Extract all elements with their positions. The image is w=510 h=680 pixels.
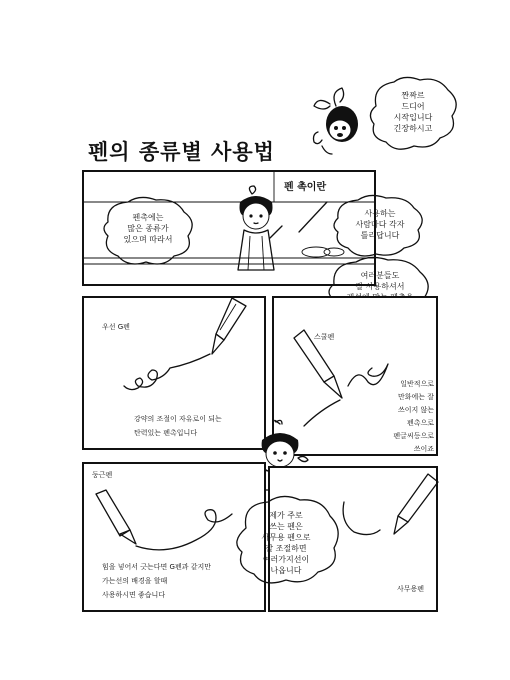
intro-line: 시작입니다: [393, 113, 433, 122]
left-bubble-line: 많은 종류가: [127, 224, 169, 233]
g-pen-caption: [134, 412, 222, 440]
teacher-character-illustration: [226, 186, 286, 286]
intro-line: 드디어: [401, 102, 425, 111]
school-pen-caption-line: 일반적으로: [400, 380, 434, 388]
office-pen-bubble-line: 사무용 펜으로: [261, 533, 311, 542]
office-pen-bubble-text: [246, 510, 326, 576]
office-pen-bubble-line: 제가 주로: [269, 511, 303, 520]
intro-line: 짠짜르: [401, 91, 425, 100]
school-pen-caption-line: 쓰이지 않는: [397, 406, 434, 414]
intro-bubble-text: [378, 90, 448, 134]
g-pen-caption-line: 탄력있는 펜촉입니다: [134, 429, 198, 437]
office-pen-stroke-sample: [340, 492, 410, 542]
round-pen-caption-line: 가는선의 배경을 할때: [102, 577, 168, 585]
school-pen-caption-line: 만화에는 잘: [397, 393, 434, 401]
right-bubble-line: 틀리답니다: [360, 231, 400, 240]
g-pen-caption-line: 강약의 조절이 자유로이 되는: [134, 415, 222, 423]
right-bubble-text: [342, 208, 418, 241]
left-bubble-line: 있으며 따라서: [123, 235, 173, 244]
round-pen-caption-line: 힘을 넣어서 긋는다면 G펜과 같지만: [102, 563, 211, 571]
school-pen-caption-line: 펜촉으로: [406, 419, 434, 427]
office-pen-bubble-line: 여러가지선이: [262, 555, 310, 564]
round-pen-caption: [102, 560, 211, 602]
g-pen-panel: [82, 296, 266, 450]
office-pen-bubble-line: 쓰는 펜은: [269, 522, 303, 531]
office-pen-bubble-line: 나옵니다: [270, 566, 302, 575]
school-pen-caption-line: 쓰이죠: [413, 445, 434, 453]
right-bubble-2-line: 잘 사용하셔서: [355, 282, 405, 291]
g-pen-stroke-sample: [114, 328, 224, 398]
pen-nib-sign: 펜 촉이란: [284, 182, 327, 193]
school-pen-caption: [366, 378, 434, 456]
right-bubble-line: 사용하는: [364, 209, 396, 218]
left-bubble-line: 펜촉에는: [132, 213, 164, 222]
office-pen-label: 사무용펜: [396, 585, 424, 593]
right-bubble-line: 사람마다 각자: [355, 220, 405, 229]
page-title: 펜의 종류별 사용법: [88, 140, 275, 164]
school-pen-caption-line: 펜글씨등으로: [393, 432, 434, 440]
left-bubble-text: [112, 212, 184, 245]
round-pen-caption-line: 사용하시면 좋습니다: [102, 591, 166, 599]
right-bubble-2-line: 여러분들도: [360, 271, 400, 280]
office-pen-bubble-line: 잘 조절하면: [265, 544, 307, 553]
school-pen-label: 스쿨펜: [314, 333, 335, 341]
g-pen-label: 우선 G펜: [102, 323, 130, 331]
round-pen-label: 둥근펜: [92, 471, 113, 479]
intro-line: 긴장하시고: [393, 124, 433, 133]
